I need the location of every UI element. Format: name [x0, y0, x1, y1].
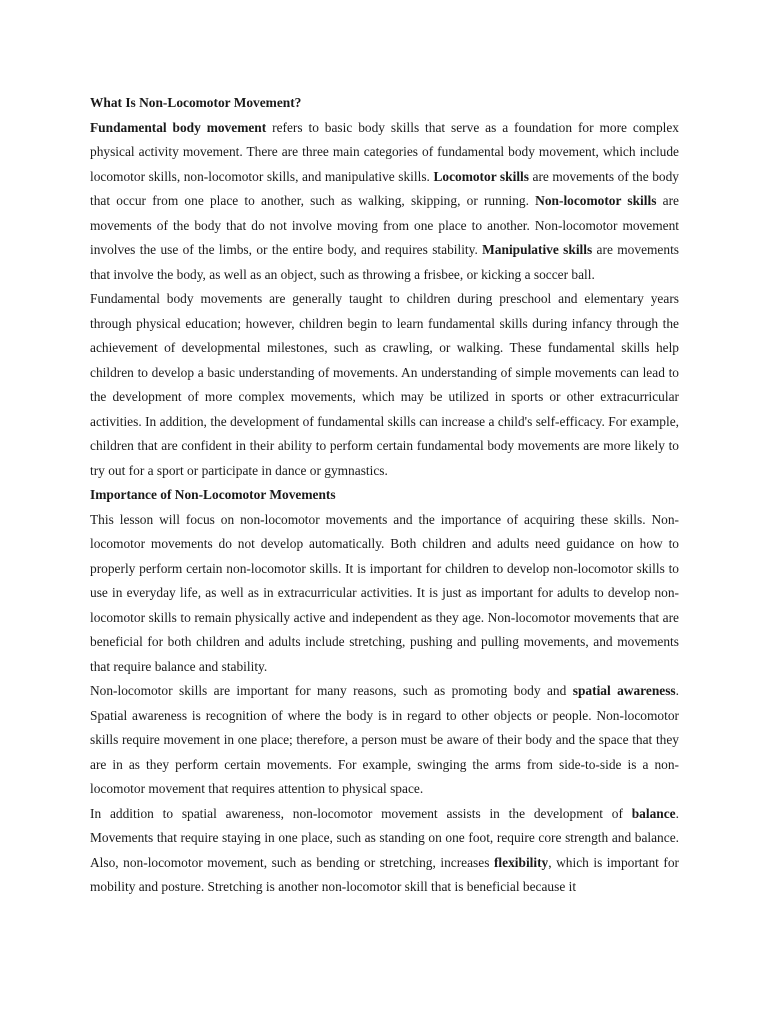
term-non-locomotor-skills: Non-locomotor skills [535, 193, 657, 208]
text-span: refers to basic body skills that serve as a foundation for more complex physical activity movement. There are three main categories of fundamental body movement, which include locomotor skills, non-locomotor skills, and manipulative skills. [90, 119, 679, 184]
text-span: . Spatial awareness is recognition of where the body is in regard to other objects or people. Non-locomotor skills require movement in one place; therefore, a person must be aware of their body and the space that they are in as they perform certain movements. For example, swinging the arms from side-to-side is a non-locomotor movement that requires attention to physical space. [90, 683, 679, 796]
term-fundamental-body-movement: Fundamental body movement [90, 119, 267, 135]
term-flexibility: flexibility [493, 854, 549, 870]
term-manipulative-skills: Manipulative skills [482, 242, 593, 257]
term-balance: balance [631, 805, 676, 821]
text-span: are movements of the body that do not involve moving from one place to another. Non-locomotor movement involves the use of the limbs, or the entire body, and requires stability. [90, 193, 679, 257]
text-span: Non-locomotor skills are important for many reasons, such as promoting body and [90, 683, 573, 698]
heading-importance: Importance of Non-Locomotor Movements [90, 487, 336, 502]
heading-what-is-non-locomotor: What Is Non-Locomotor Movement? [90, 95, 302, 110]
paragraph-spatial-awareness [90, 679, 679, 802]
text-span: . Movements that require staying in one place, such as standing on one foot, require core strength and balance. Also, non-locomotor movement, such as bending or stretching, increases [90, 805, 679, 870]
text-span: are movements that involve the body, as well as an object, such as throwing a frisbee, or kicking a soccer ball. [90, 242, 679, 282]
document-page [90, 91, 679, 900]
paragraph-lesson-focus: This lesson will focus on non-locomotor movements and the importance of acquiring these skills. Non-locomotor movements do not develop automatically. Both children and adults need guidance on how to properly perform certain non-locomotor skills. It is important for children to develop non-locomotor skills to use in everyday life, as well as in extracurricular activities. It is just as important for adults to develop non-locomotor skills to remain physically active and independent as they age. Non-locomotor movements that are beneficial for both children and adults include stretching, pushing and pulling movements, and movements that require balance and stability. [90, 511, 679, 674]
paragraph-fundamental-body-movement [90, 116, 679, 288]
text-span: In addition to spatial awareness, non-locomotor movement assists in the development of [90, 805, 632, 821]
text-span: are movements of the body that occur from one place to another, such as walking, skipping, or running. [90, 168, 679, 208]
term-spatial-awareness: spatial awareness [572, 683, 676, 698]
term-locomotor-skills: Locomotor skills [433, 168, 529, 184]
text-span: , which is important for mobility and posture. Stretching is another non-locomotor skill that is beneficial because it [90, 854, 680, 894]
paragraph-balance [90, 802, 679, 900]
paragraph-fundamental-taught: Fundamental body movements are generally taught to children during preschool and elementary years through physical education; however, children begin to learn fundamental skills during infancy through the achievement of developmental milestones, such as crawling, or walking. These fundamental skills help children to develop a basic understanding of movements. An understanding of simple movements can lead to the development of more complex movements, which may be utilized in sports or other extracurricular activities. In addition, the development of fundamental skills can increase a child's self-efficacy. For example, children that are confident in their ability to perform certain fundamental body movements are more likely to try out for a sport or participate in dance or gymnastics. [90, 291, 679, 478]
